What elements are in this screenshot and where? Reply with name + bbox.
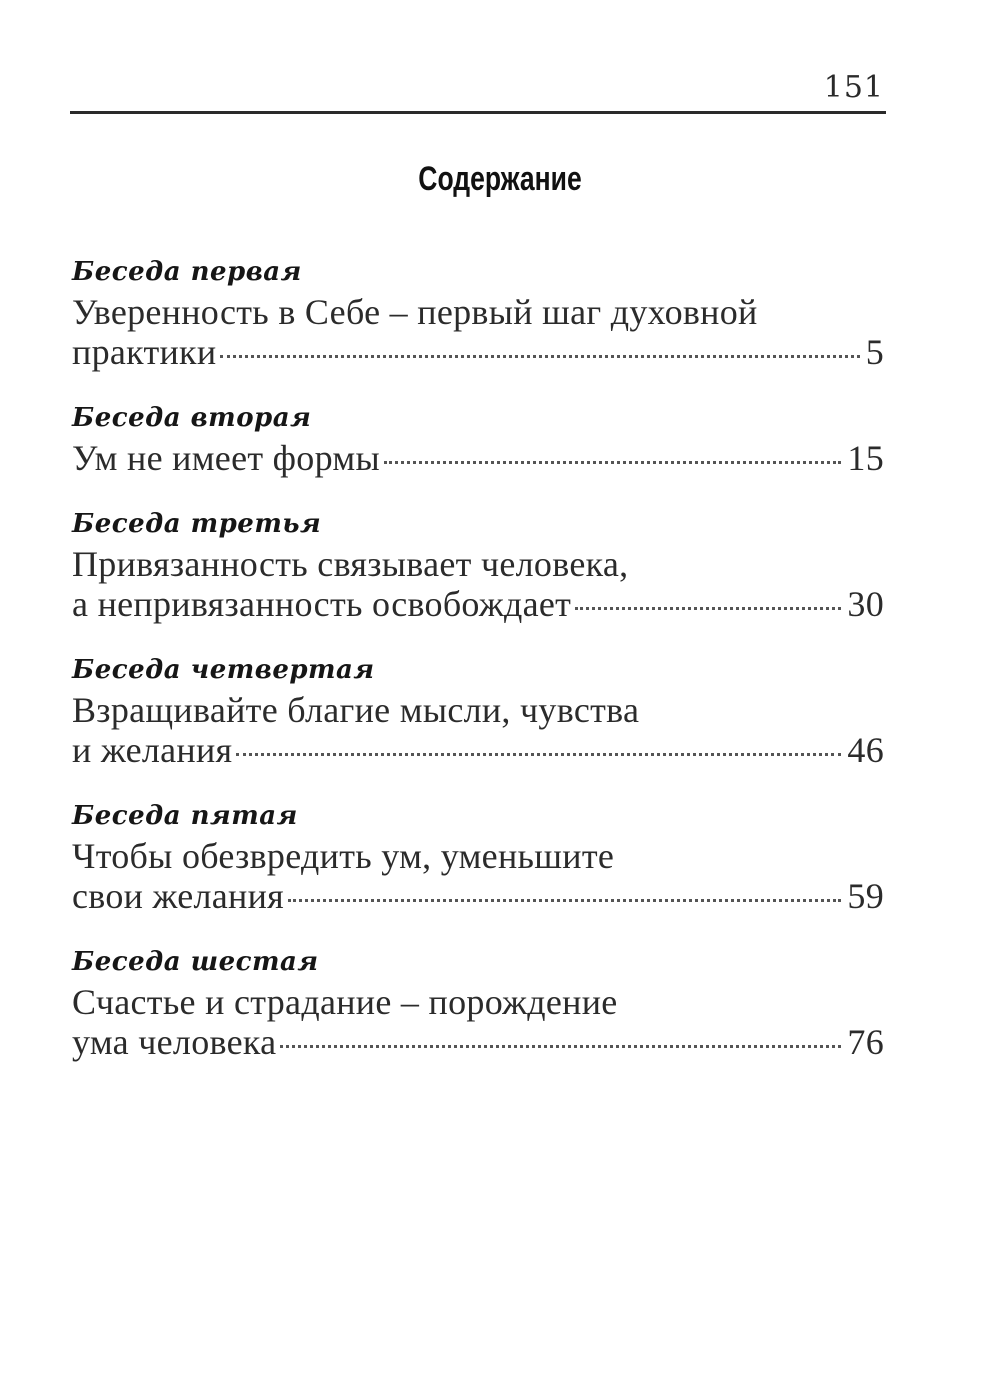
entry-page-number: 5 bbox=[865, 332, 884, 372]
section-label: Беседа шестая bbox=[72, 947, 319, 977]
dot-leader bbox=[288, 899, 841, 902]
dot-leader bbox=[236, 753, 841, 756]
table-of-contents bbox=[72, 252, 884, 1088]
entry-title-line: Ум не имеет формы bbox=[72, 438, 380, 478]
entry-title-line: и желания bbox=[72, 730, 233, 770]
page-number: 151 bbox=[823, 70, 884, 105]
entry-title-line: Чтобы обезвредить ум, уменьшите bbox=[72, 836, 615, 876]
entry-page-number: 15 bbox=[847, 438, 884, 478]
toc-section-3 bbox=[72, 504, 884, 624]
toc-title: Содержание bbox=[418, 160, 582, 198]
entry-title-line: а непривязанность освобождает bbox=[72, 584, 572, 624]
dot-leader bbox=[575, 607, 841, 610]
toc-section-5 bbox=[72, 796, 884, 916]
entry-title-line: Уверенность в Себе – первый шаг духовной bbox=[72, 292, 758, 332]
section-label: Беседа четвертая bbox=[72, 655, 375, 685]
entry-title-line: свои желания bbox=[72, 876, 285, 916]
entry-title-line: Счастье и страдание – порождение bbox=[72, 982, 618, 1022]
toc-entry[interactable] bbox=[72, 584, 884, 624]
section-label: Беседа вторая bbox=[72, 403, 312, 433]
toc-entry[interactable] bbox=[72, 876, 884, 916]
section-label: Беседа третья bbox=[72, 509, 322, 539]
entry-page-number: 46 bbox=[847, 730, 884, 770]
entry-page-number: 76 bbox=[847, 1022, 884, 1062]
toc-section-6 bbox=[72, 942, 884, 1062]
entry-title-line: ума человека bbox=[72, 1022, 277, 1062]
entry-page-number: 30 bbox=[847, 584, 884, 624]
entry-title-line: Взращивайте благие мысли, чувства bbox=[72, 690, 640, 730]
entry-page-number: 59 bbox=[847, 876, 884, 916]
toc-section-2 bbox=[72, 398, 884, 478]
dot-leader bbox=[220, 355, 859, 358]
entry-title-line: Привязанность связывает человека, bbox=[72, 544, 629, 584]
dot-leader bbox=[384, 461, 841, 464]
toc-section-1 bbox=[72, 252, 884, 372]
section-label: Беседа пятая bbox=[72, 801, 298, 831]
section-label: Беседа первая bbox=[72, 257, 302, 287]
toc-entry[interactable] bbox=[72, 332, 884, 372]
toc-entry[interactable] bbox=[72, 730, 884, 770]
toc-entry[interactable] bbox=[72, 1022, 884, 1062]
dot-leader bbox=[280, 1045, 841, 1048]
toc-entry[interactable] bbox=[72, 438, 884, 478]
entry-title-line: практики bbox=[72, 332, 217, 372]
header-rule bbox=[70, 111, 886, 114]
toc-section-4 bbox=[72, 650, 884, 770]
